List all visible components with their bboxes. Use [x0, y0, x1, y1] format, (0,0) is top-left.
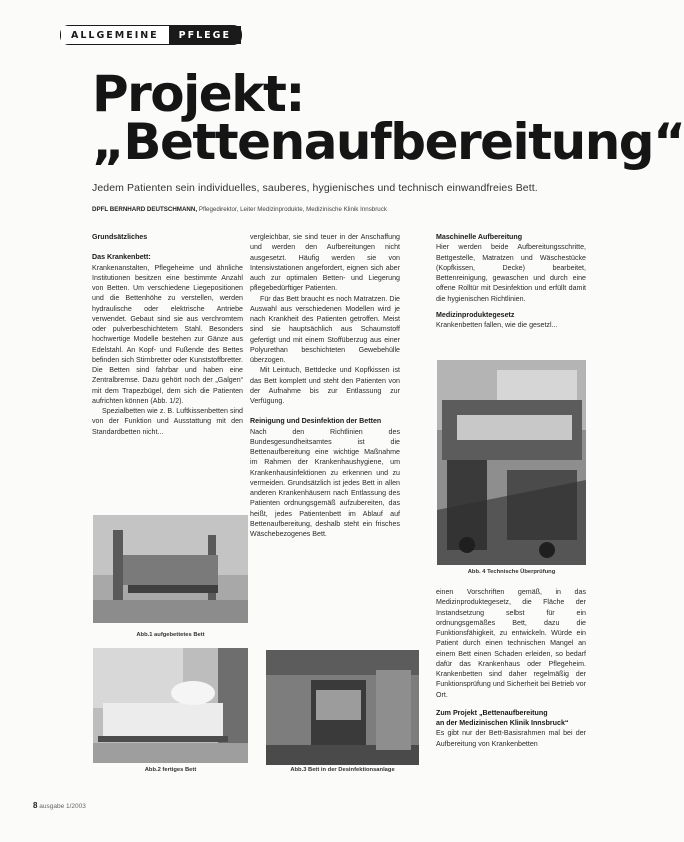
article-title — [92, 65, 684, 171]
section-tag-pflege: PFLEGE — [169, 26, 241, 44]
caption-abb3: Abb.3 Bett in der Desinfektionsanlage — [290, 767, 395, 773]
paragraph: Nach den Richtlinien des Bundesgesundheitsamtes ist die Bettenaufbereitung eine wichtige Maßnahme im Rahmen der Krankenhaushygiene, um Krankenhausinfektionen zu erkennen und zu vermeiden. Grundsätzlich ist jedes Bett in allen anderen Krankenhäusern nach Entlassung des Patienten ordnungsgemäß aufzubereiten, das heißt, jedes Patientenbett im Ablauf auf Bettenaufbereitung, deshalb steht ein frisches Wäschebezogenes Bett. — [250, 427, 400, 538]
photo-abb1-image — [93, 515, 248, 623]
article-intro: Jedem Patienten sein individuelles, sauberes, hygienisches und technisch einwandfreies Bett. — [92, 182, 538, 194]
section-tag — [60, 25, 242, 45]
paragraph: Es gibt nur der Bett-Basisrahmen mal bei der Aufbereitung von Krankenbetten — [436, 729, 586, 748]
photo-abb1 — [93, 515, 248, 623]
article-title-line1: Projekt: — [92, 65, 304, 123]
paragraph: Krankenbetten fallen, wie die gesetzl... — [436, 321, 558, 329]
paragraph: vergleichbar, sie sind teuer in der Anschaffung und werden den Aufbereitungen nicht ausgesetzt. Häufig werden sie von Intensivstationen angefordert, eignen sich aber auch zur optimalen Betten- und Liegerung pflegebedürftiger Patienten. — [250, 233, 400, 293]
byline-role: Pflegedirektor, Leiter Medizinprodukte, Medizinische Klinik Innsbruck — [198, 206, 387, 213]
caption-abb2: Abb.2 fertiges Bett — [144, 767, 197, 773]
issue-label: ausgabe 1/2003 — [39, 803, 86, 810]
paragraph: einen Vorschriften gemäß, in das Medizinproduktegesetz, die Fläche der Instandsetzung selbst für ein ordnungsgemäßes Bett, dazu die Funktionsfähigkeit, zu entwickeln. Würde ein Patient durch einen technischen Mangel an einem Bett einen Schaden erleiden, so bedarf dafür das Krankenhaus oder Pflegeheim. Krankenbetten sind daher regelmäßig der Funktionsprüfung und Sicherheit bei Betrieb vor Ort. — [436, 588, 586, 699]
article-title-line2: „Bettenaufbereitung“ — [92, 113, 684, 171]
paragraph: Spezialbetten wie z. B. Luftkissenbetten sind von der Funktion und Ausstattung mit den Standardbetten nicht... — [92, 407, 243, 436]
page-footer — [33, 801, 86, 810]
heading-reinigung: Reinigung und Desinfektion der Betten — [250, 417, 382, 426]
heading-maschinelle-aufbereitung: Maschinelle Aufbereitung — [436, 233, 523, 241]
heading-zum-projekt: Zum Projekt „Bettenaufbereitung — [436, 708, 548, 717]
photo-abb2-image — [93, 648, 248, 763]
text-column-3-top — [436, 232, 586, 352]
heading-krankenbett: Das Krankenbett: — [92, 253, 151, 262]
caption-abb4: Abb. 4 Technische Überprüfung — [467, 569, 556, 575]
photo-abb2 — [93, 648, 248, 763]
caption-abb1: Abb.1 aufgebettetes Bett — [136, 632, 205, 638]
page-number: 8 — [33, 801, 38, 810]
paragraph: Hier werden beide Aufbereitungsschritte, Bettgestelle, Matratzen und Wäschestücke (Kopfkissen, Decke) bearbeitet, Bettenreinigung, gewaschen und durch eine offene Rolltür mit Desinfektion und erfüllt damit die hygienischen Richtlinien. — [436, 243, 586, 303]
heading-grundsaetzliches: Grundsätzliches — [92, 233, 148, 241]
paragraph: Krankenanstalten, Pflegeheime und ähnliche Institutionen besitzen eine bestimmte Anzahl von Betten. Um verschiedene Liegepositionen und die Bettenhöhe zu verstellen, werden hydraulische oder elektrische Antriebe verwendet. Gebaut sind sie aus verchromtem oder pulverbeschichtetem Stahl. Besonders hochwertige Modelle bestehen zur Gänze aus Edelstahl. An Kopf- und Fußende des Bettes befinden sich Stirnbretter oder Kunststoffbretter. Die Betten sind fahrbar und haben eine Zentralbremse. Dazu gehört noch der „Galgen“ mit dem Trapezbügel, dem sich die Patienten aufrichten können (Abb. 1/2). — [92, 263, 243, 405]
text-column-3-bottom — [436, 587, 586, 792]
photo-abb4-image — [437, 360, 586, 565]
text-column-1 — [92, 232, 243, 508]
article-byline — [92, 206, 562, 213]
section-tag-allgemeine: ALLGEMEINE — [61, 26, 169, 44]
paragraph: Mit Leintuch, Bettdecke und Kopfkissen ist das Bett komplett und steht den Patienten von der Aufnahme bis zur Entlassung zur Verfügung. — [250, 366, 400, 405]
heading-medizinproduktegesetz: Medizinproduktegesetz — [436, 310, 515, 319]
heading-klinik: an der Medizinischen Klinik Innsbruck“ — [436, 719, 569, 727]
text-column-2 — [250, 232, 400, 637]
photo-abb4 — [437, 360, 586, 565]
photo-abb3-image — [266, 650, 419, 765]
paragraph: Für das Bett braucht es noch Matratzen. Die Auswahl aus verschiedenen Modellen wird je nach Krankheit des Patienten getroffen. Meist sind sie hauptsächlich aus Schaumstoff gefertigt und mit einem Stoffüberzug aus einer Polyurethan beschichteten Gewebehülle überzogen. — [250, 294, 400, 364]
byline-author: DPFL BERNHARD DEUTSCHMANN, — [92, 206, 198, 213]
photo-abb3 — [266, 650, 419, 765]
